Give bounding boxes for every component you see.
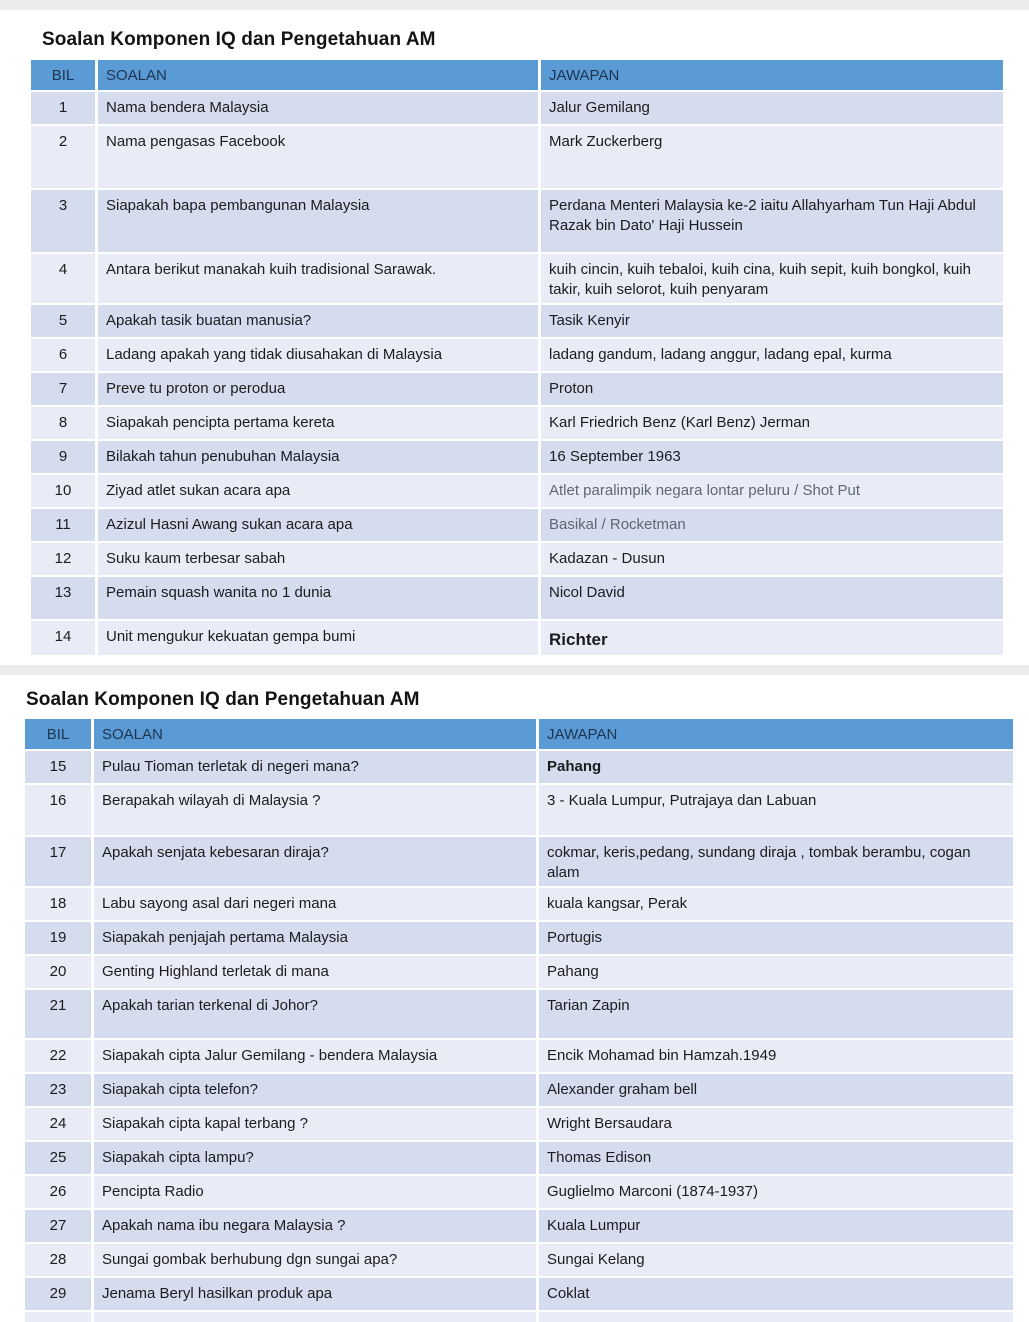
table-row [25, 1040, 1013, 1072]
answer-cell: Wright Bersaudara [539, 1108, 1013, 1140]
table-row [31, 407, 1003, 439]
question-cell: Pemain squash wanita no 1 dunia [98, 577, 538, 619]
row-number-cell: 28 [25, 1244, 91, 1276]
table-row [31, 126, 1003, 188]
question-cell: Apakah nama ibu negara Malaysia ? [94, 1210, 536, 1242]
table-row [25, 1176, 1013, 1208]
answer-cell: Guglielmo Marconi (1874-1937) [539, 1176, 1013, 1208]
row-number-cell: 24 [25, 1108, 91, 1140]
answer-cell: Pahang [539, 751, 1013, 783]
answer-cell: kuala kangsar, Perak [539, 888, 1013, 920]
table-row [25, 956, 1013, 988]
row-number-cell: 17 [25, 837, 91, 886]
answer-cell: Coklat [539, 1278, 1013, 1310]
empty-cell [94, 1312, 536, 1322]
question-cell: Pencipta Radio [94, 1176, 536, 1208]
table-row [31, 339, 1003, 371]
row-number-cell: 4 [31, 254, 95, 303]
table-row [31, 621, 1003, 655]
table-row [31, 92, 1003, 124]
table2-header-row [25, 719, 1013, 749]
table-row [31, 475, 1003, 507]
row-number-cell: 1 [31, 92, 95, 124]
table-row [31, 254, 1003, 303]
question-cell: Siapakah penjajah pertama Malaysia [94, 922, 536, 954]
table-row [25, 837, 1013, 886]
question-cell: Siapakah bapa pembangunan Malaysia [98, 190, 538, 252]
table-row [25, 751, 1013, 783]
quiz-section-2 [25, 689, 1013, 1322]
table-row [25, 785, 1013, 835]
answer-cell: Encik Mohamad bin Hamzah.1949 [539, 1040, 1013, 1072]
question-cell: Labu sayong asal dari negeri mana [94, 888, 536, 920]
table2-header-jawapan: JAWAPAN [539, 719, 1013, 749]
answer-cell: Tasik Kenyir [541, 305, 1003, 337]
question-cell: Sungai gombak berhubung dgn sungai apa? [94, 1244, 536, 1276]
question-cell: Bilakah tahun penubuhan Malaysia [98, 441, 538, 473]
row-number-cell: 2 [31, 126, 95, 188]
row-number-cell: 26 [25, 1176, 91, 1208]
row-number-cell: 14 [31, 621, 95, 655]
row-number-cell: 18 [25, 888, 91, 920]
middle-gray-band [0, 665, 1029, 675]
answer-cell: Portugis [539, 922, 1013, 954]
row-number-cell: 5 [31, 305, 95, 337]
row-number-cell: 7 [31, 373, 95, 405]
question-cell: Preve tu proton or perodua [98, 373, 538, 405]
question-cell: Apakah senjata kebesaran diraja? [94, 837, 536, 886]
question-cell: Ladang apakah yang tidak diusahakan di Malaysia [98, 339, 538, 371]
row-number-cell: 3 [31, 190, 95, 252]
question-cell: Antara berikut manakah kuih tradisional Sarawak. [98, 254, 538, 303]
table-row [31, 305, 1003, 337]
answer-cell: Nicol David [541, 577, 1003, 619]
answer-cell: Tarian Zapin [539, 990, 1013, 1038]
table-row [31, 190, 1003, 252]
question-cell: Siapakah cipta lampu? [94, 1142, 536, 1174]
table2-header-bil: BIL [25, 719, 91, 749]
row-number-cell: 23 [25, 1074, 91, 1106]
table-row [25, 1108, 1013, 1140]
quiz-table-2 [25, 719, 1013, 1322]
top-gray-band [0, 0, 1029, 10]
table1-header-row [31, 60, 1003, 90]
answer-cell: kuih cincin, kuih tebaloi, kuih cina, kuih sepit, kuih bongkol, kuih takir, kuih selorot, kuih penyaram [541, 254, 1003, 303]
row-number-cell: 22 [25, 1040, 91, 1072]
answer-cell: 3 - Kuala Lumpur, Putrajaya dan Labuan [539, 785, 1013, 835]
answer-cell: Sungai Kelang [539, 1244, 1013, 1276]
answer-cell: Alexander graham bell [539, 1074, 1013, 1106]
question-cell: Pulau Tioman terletak di negeri mana? [94, 751, 536, 783]
row-number-cell: 8 [31, 407, 95, 439]
answer-cell: Kuala Lumpur [539, 1210, 1013, 1242]
row-number-cell: 29 [25, 1278, 91, 1310]
row-number-cell: 16 [25, 785, 91, 835]
table-row [25, 1142, 1013, 1174]
question-cell: Nama pengasas Facebook [98, 126, 538, 188]
row-number-cell: 11 [31, 509, 95, 541]
table-row [25, 922, 1013, 954]
quiz-table-1 [31, 60, 1003, 655]
question-cell: Apakah tarian terkenal di Johor? [94, 990, 536, 1038]
table-row [25, 990, 1013, 1038]
answer-cell: cokmar, keris,pedang, sundang diraja , tombak berambu, cogan alam [539, 837, 1013, 886]
answer-cell: Mark Zuckerberg [541, 126, 1003, 188]
answer-cell: 16 September 1963 [541, 441, 1003, 473]
question-cell: Ziyad atlet sukan acara apa [98, 475, 538, 507]
answer-cell: Perdana Menteri Malaysia ke-2 iaitu Allahyarham Tun Haji Abdul Razak bin Dato' Haji Hussein [541, 190, 1003, 252]
quiz-section-1 [31, 29, 1003, 655]
row-number-cell: 10 [31, 475, 95, 507]
table-row [31, 577, 1003, 619]
table-row [25, 1210, 1013, 1242]
question-cell: Apakah tasik buatan manusia? [98, 305, 538, 337]
question-cell: Siapakah cipta Jalur Gemilang - bendera Malaysia [94, 1040, 536, 1072]
answer-cell: Thomas Edison [539, 1142, 1013, 1174]
table-row [31, 543, 1003, 575]
question-cell: Genting Highland terletak di mana [94, 956, 536, 988]
answer-cell: Basikal / Rocketman [541, 509, 1003, 541]
table-row [25, 1074, 1013, 1106]
row-number-cell: 6 [31, 339, 95, 371]
empty-cell [539, 1312, 1013, 1322]
question-cell: Suku kaum terbesar sabah [98, 543, 538, 575]
table2-header-soalan: SOALAN [94, 719, 536, 749]
question-cell: Siapakah pencipta pertama kereta [98, 407, 538, 439]
answer-cell: Kadazan - Dusun [541, 543, 1003, 575]
question-cell: Jenama Beryl hasilkan produk apa [94, 1278, 536, 1310]
empty-cell [25, 1312, 91, 1322]
partial-cutoff-row [25, 1312, 1013, 1322]
row-number-cell: 25 [25, 1142, 91, 1174]
row-number-cell: 19 [25, 922, 91, 954]
table-row [25, 1278, 1013, 1310]
answer-cell: Pahang [539, 956, 1013, 988]
row-number-cell: 9 [31, 441, 95, 473]
answer-cell: Proton [541, 373, 1003, 405]
answer-cell: Jalur Gemilang [541, 92, 1003, 124]
row-number-cell: 21 [25, 990, 91, 1038]
answer-cell: Richter [541, 621, 1003, 655]
question-cell: Azizul Hasni Awang sukan acara apa [98, 509, 538, 541]
table-row [25, 888, 1013, 920]
row-number-cell: 13 [31, 577, 95, 619]
table1-header-soalan: SOALAN [98, 60, 538, 90]
question-cell: Siapakah cipta telefon? [94, 1074, 536, 1106]
table-row [31, 373, 1003, 405]
table1-header-bil: BIL [31, 60, 95, 90]
section1-title: Soalan Komponen IQ dan Pengetahuan AM [42, 29, 436, 50]
row-number-cell: 15 [25, 751, 91, 783]
answer-cell: ladang gandum, ladang anggur, ladang epal, kurma [541, 339, 1003, 371]
section2-title: Soalan Komponen IQ dan Pengetahuan AM [26, 689, 420, 711]
table-row [31, 441, 1003, 473]
answer-cell: Karl Friedrich Benz (Karl Benz) Jerman [541, 407, 1003, 439]
question-cell: Unit mengukur kekuatan gempa bumi [98, 621, 538, 655]
answer-cell: Atlet paralimpik negara lontar peluru / Shot Put [541, 475, 1003, 507]
table1-header-jawapan: JAWAPAN [541, 60, 1003, 90]
row-number-cell: 12 [31, 543, 95, 575]
question-cell: Berapakah wilayah di Malaysia ? [94, 785, 536, 835]
question-cell: Nama bendera Malaysia [98, 92, 538, 124]
table-row [25, 1244, 1013, 1276]
table-row [31, 509, 1003, 541]
row-number-cell: 27 [25, 1210, 91, 1242]
row-number-cell: 20 [25, 956, 91, 988]
question-cell: Siapakah cipta kapal terbang ? [94, 1108, 536, 1140]
